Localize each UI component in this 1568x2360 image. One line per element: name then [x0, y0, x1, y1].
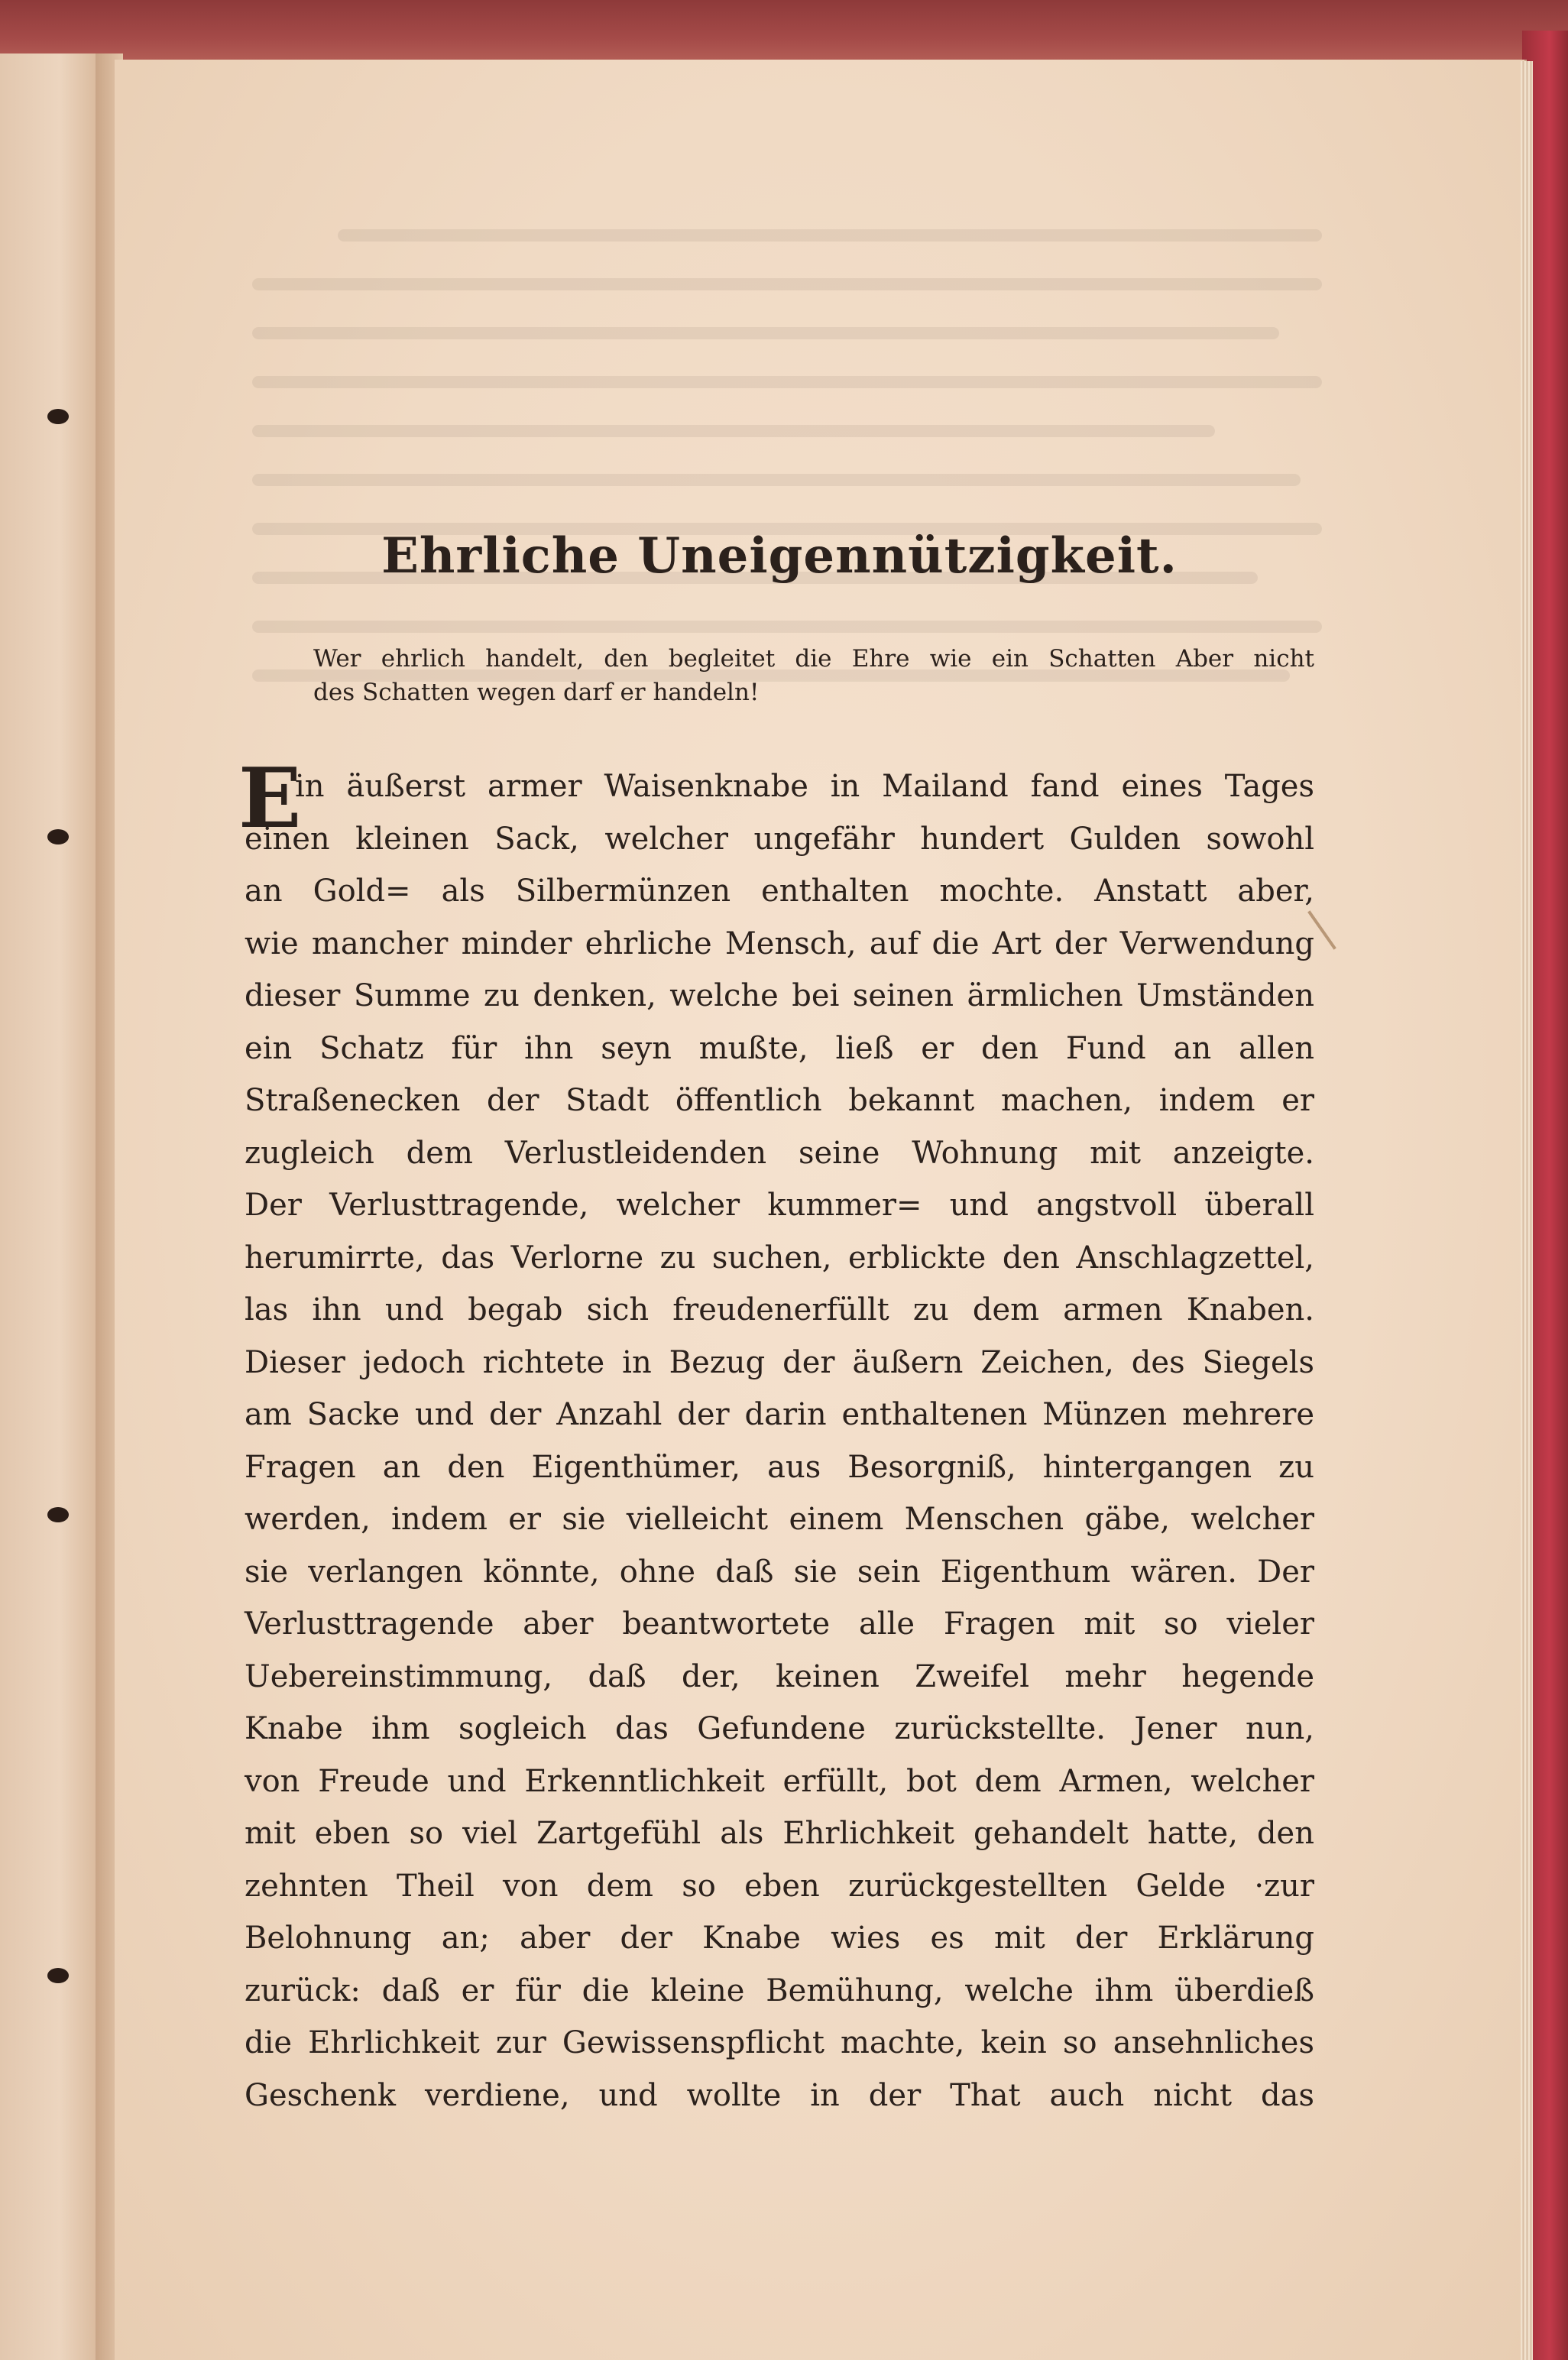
- epigraph-line: Wer ehrlich handelt, den begleitet die Ehre wie ein Schatten Aber nicht: [313, 645, 1314, 673]
- text-line: einen kleinen Sack, welcher ungefähr hundert Gulden sowohl: [245, 821, 1314, 857]
- text-line: las ihn und begab sich freudenerfüllt zu dem armen Knaben.: [245, 1292, 1314, 1328]
- text-line: zehnten Theil von dem so eben zurückgestellten Gelde ·zur: [245, 1868, 1314, 1904]
- text-line: werden, indem er sie vielleicht einem Menschen gäbe, welcher: [245, 1502, 1314, 1537]
- text-line: mit eben so viel Zartgefühl als Ehrlichkeit gehandelt hatte, den: [245, 1816, 1314, 1851]
- book-cover-top-edge: [0, 0, 1568, 69]
- text-line: Der Verlusttragende, welcher kummer= und angstvoll überall: [245, 1188, 1314, 1223]
- text-line: ein Schatz für ihn seyn mußte, ließ er den Fund an allen: [245, 1030, 1314, 1066]
- text-line: die Ehrlichkeit zur Gewissenspflicht machte, kein so ansehnliches: [245, 2025, 1314, 2060]
- text-line: Straßenecken der Stadt öffentlich bekannt machen, indem er: [245, 1083, 1314, 1118]
- text-line: dieser Summe zu denken, welche bei seinen ärmlichen Umständen: [245, 978, 1314, 1013]
- text-line: Uebereinstimmung, daß der, keinen Zweifel mehr hegende: [245, 1658, 1314, 1694]
- binding-hole: [47, 409, 69, 424]
- text-line: Verlusttragende aber beantwortete alle Fragen mit so vieler: [245, 1606, 1314, 1642]
- binding-hole: [47, 1968, 69, 1983]
- text-line: wie mancher minder ehrliche Mensch, auf die Art der Verwendung: [245, 926, 1314, 961]
- facing-page-edge: [0, 53, 101, 2360]
- text-line: Fragen an den Eigenthümer, aus Besorgniß, hintergangen zu: [245, 1449, 1314, 1485]
- page-content: [238, 527, 1314, 2113]
- text-line: von Freude und Erkenntlichkeit erfüllt, bot dem Armen, welcher: [245, 1763, 1314, 1799]
- text-line: zugleich dem Verlustleidenden seine Wohnung mit anzeigte.: [245, 1135, 1314, 1171]
- text-line: Belohnung an; aber der Knabe wies es mit der Erklärung: [245, 1921, 1314, 1956]
- text-line: zurück: daß er für die kleine Bemühung, welche ihm überdieß: [245, 1973, 1314, 2008]
- text-line: Knabe ihm sogleich das Gefundene zurückstellte. Jener nun,: [245, 1711, 1314, 1746]
- text-line: an Gold= als Silbermünzen enthalten mochte. Anstatt aber,: [245, 874, 1314, 909]
- body-paragraph: [238, 750, 1314, 2122]
- epigraph-line: des Schatten wegen darf er handeln!: [313, 679, 760, 706]
- page-stack-edge: [1521, 61, 1533, 2360]
- text-line: Geschenk verdiene, und wollte in der That auch nicht das: [245, 2077, 1314, 2113]
- epigraph: [313, 642, 1314, 709]
- text-line: herumirrte, das Verlorne zu suchen, erblickte den Anschlagzettel,: [245, 1240, 1314, 1276]
- binding-hole: [47, 1507, 69, 1522]
- text-line: Dieser jedoch richtete in Bezug der äußern Zeichen, des Siegels: [245, 1344, 1314, 1380]
- text-line: am Sacke und der Anzahl der darin enthaltenen Münzen mehrere: [245, 1397, 1314, 1432]
- text-line: in äußerst armer Waisenknabe in Mailand fand eines Tages: [295, 769, 1314, 804]
- binding-hole: [47, 829, 69, 844]
- chapter-title: Ehrliche Uneigennützigkeit.: [381, 527, 1178, 585]
- drop-cap: E: [238, 750, 302, 847]
- text-line: sie verlangen könnte, ohne daß sie sein Eigenthum wären. Der: [245, 1554, 1314, 1590]
